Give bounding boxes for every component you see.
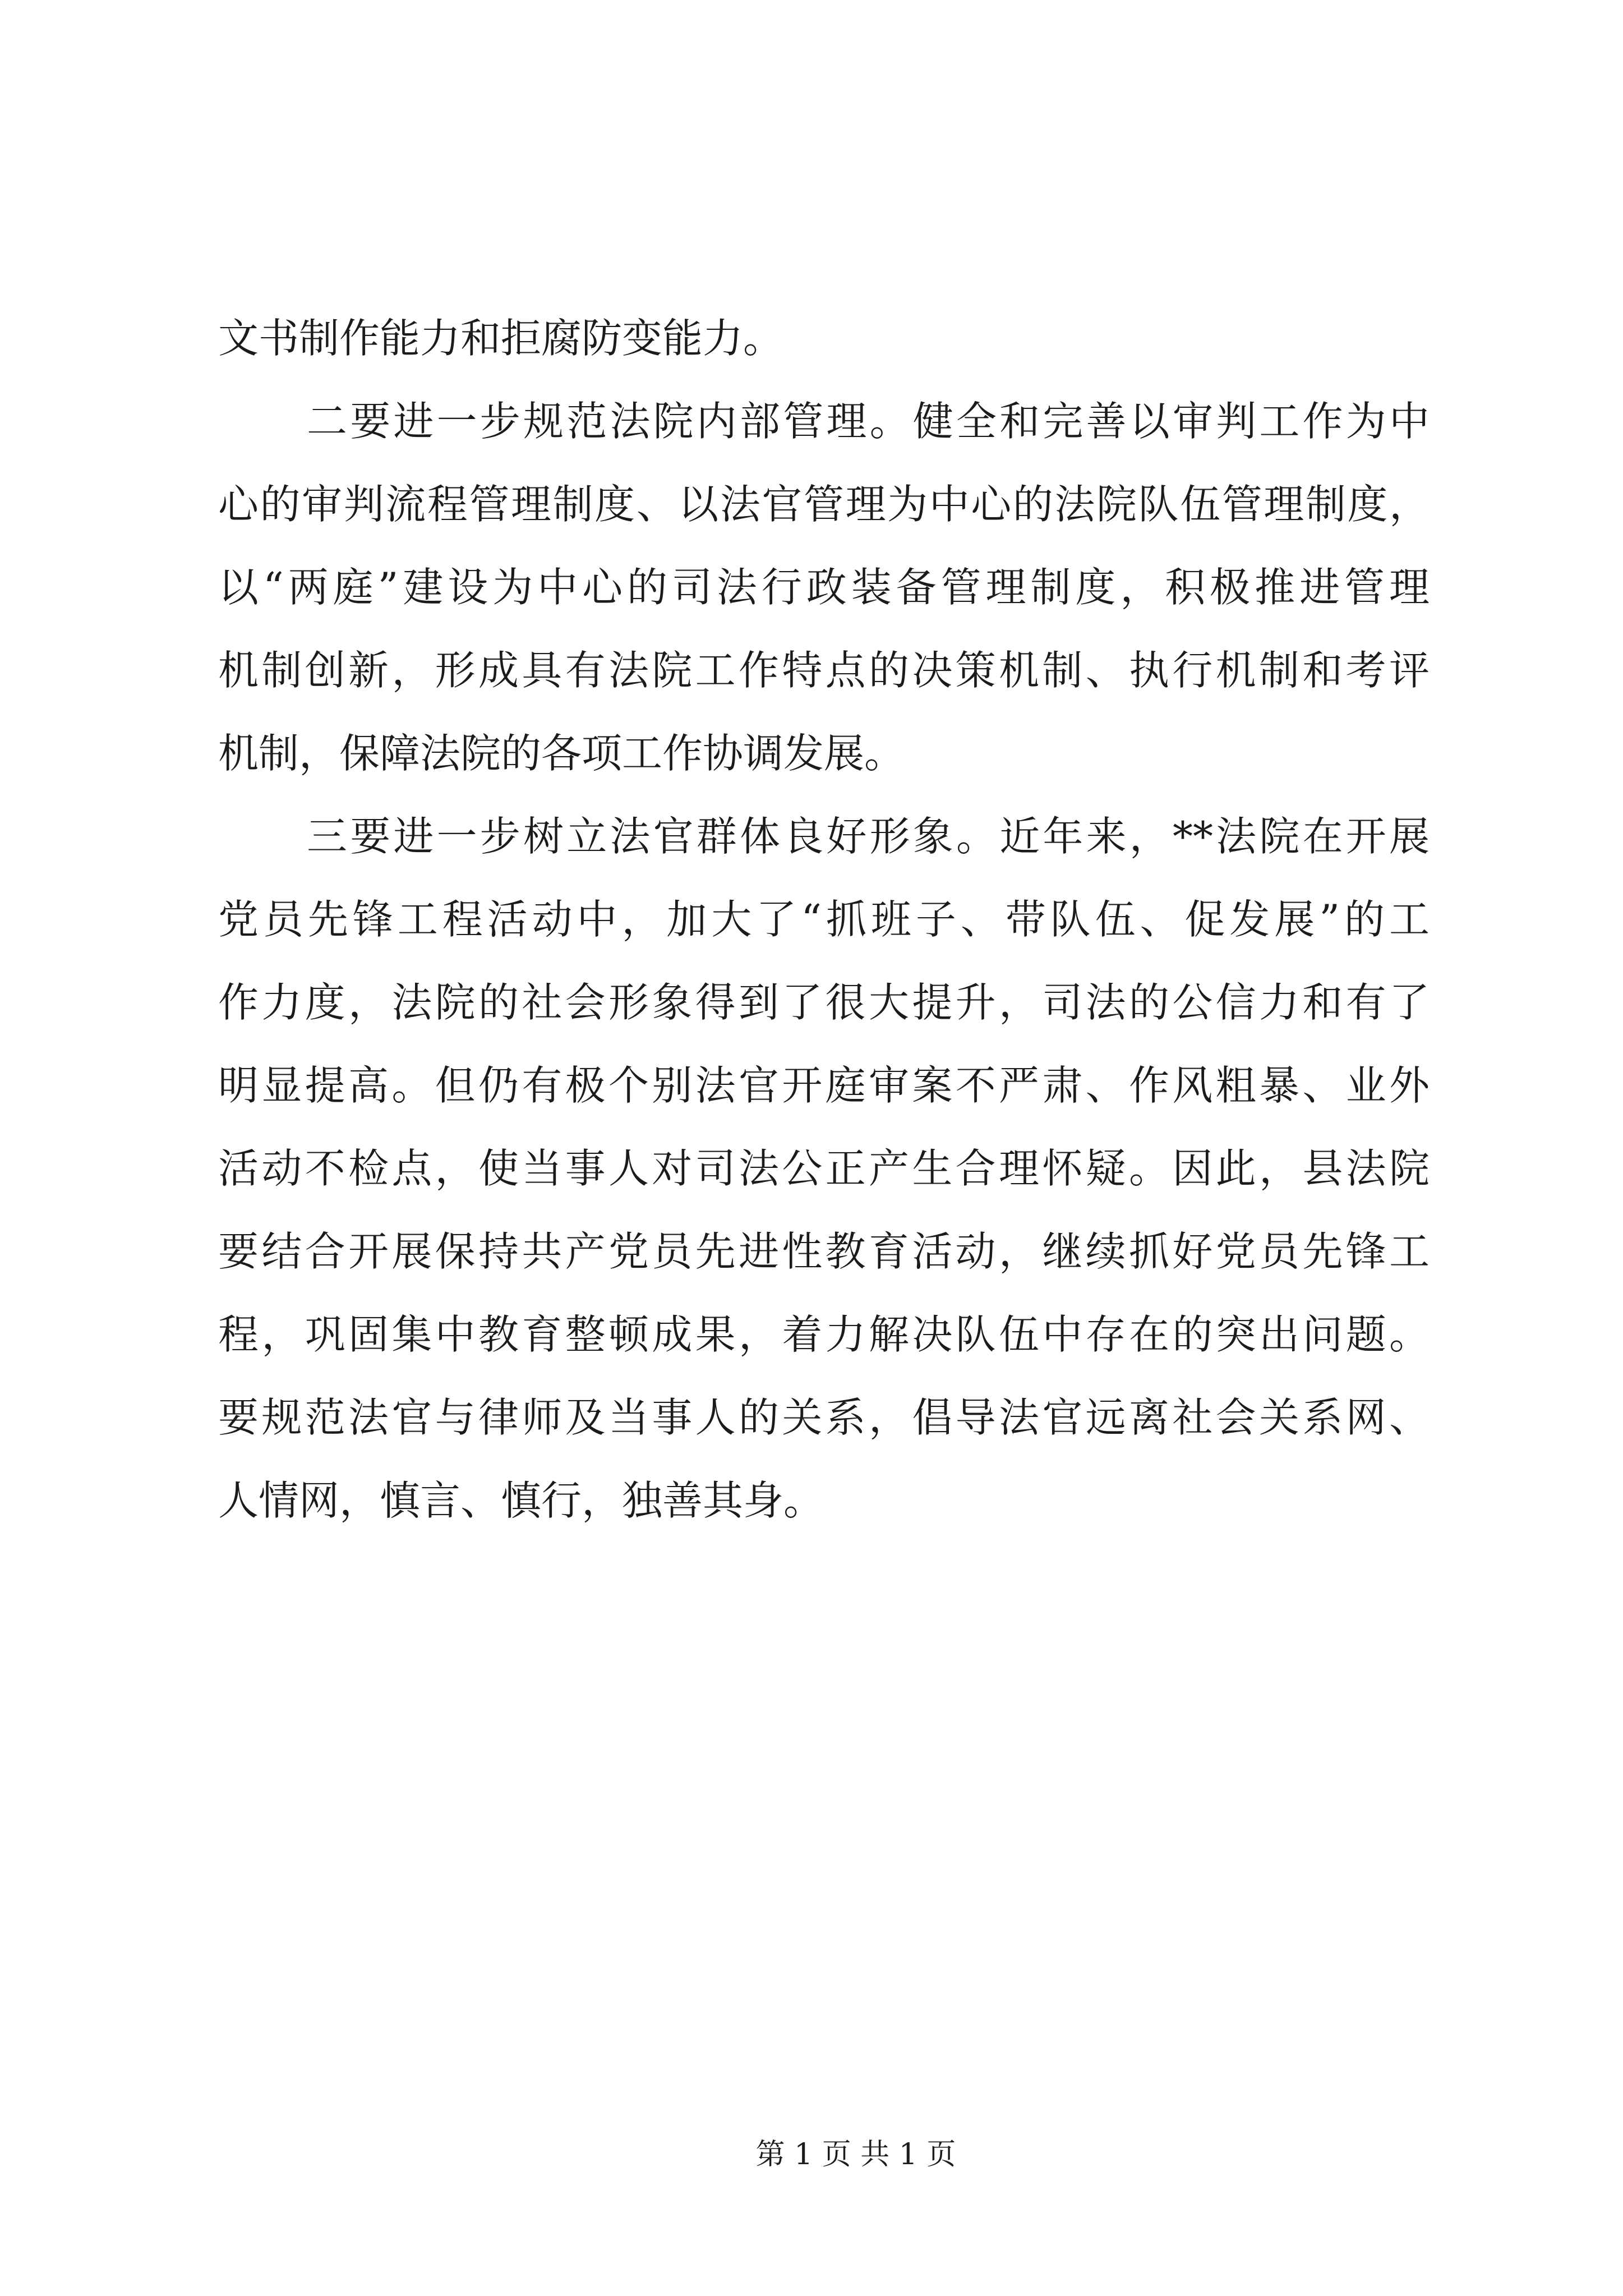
text-line: 作力度，法院的社会形象得到了很大提升，司法的公信力和有了: [218, 979, 1430, 1026]
text-line: 三要进一步树立法官群体良好形象。近年来，**法院在开展: [307, 813, 1430, 860]
text-line: 二要进一步规范法院内部管理。健全和完善以审判工作为中: [307, 398, 1430, 445]
text-line: 机制创新，形成具有法院工作特点的决策机制、执行机制和考评: [218, 647, 1430, 694]
text-line: 人情网，慎言、慎行，独善其身。: [218, 1477, 824, 1524]
text-line: 活动不检点，使当事人对司法公正产生合理怀疑。因此，县法院: [218, 1145, 1430, 1192]
text-line: 要结合开展保持共产党员先进性教育活动，继续抓好党员先锋工: [218, 1228, 1430, 1275]
text-line: 程，巩固集中教育整顿成果，着力解决队伍中存在的突出问题。: [218, 1311, 1430, 1358]
text-line: 机制，保障法院的各项工作协调发展。: [218, 730, 905, 777]
text-line: 要规范法官与律师及当事人的关系，倡导法官远离社会关系网、: [218, 1394, 1430, 1441]
text-line: 心的审判流程管理制度、以法官管理为中心的法院队伍管理制度，: [218, 481, 1430, 528]
text-line: 以“两庭”建设为中心的司法行政装备管理制度，积极推进管理: [218, 564, 1430, 611]
text-line: 明显提高。但仍有极个别法官开庭审案不严肃、作风粗暴、业外: [218, 1062, 1430, 1109]
text-line: 党员先锋工程活动中，加大了“抓班子、带队伍、促发展”的工: [218, 896, 1430, 943]
page-number-footer: 第 1 页 共 1 页: [755, 2138, 956, 2171]
text-line: 文书制作能力和拒腐防变能力。: [218, 315, 784, 362]
